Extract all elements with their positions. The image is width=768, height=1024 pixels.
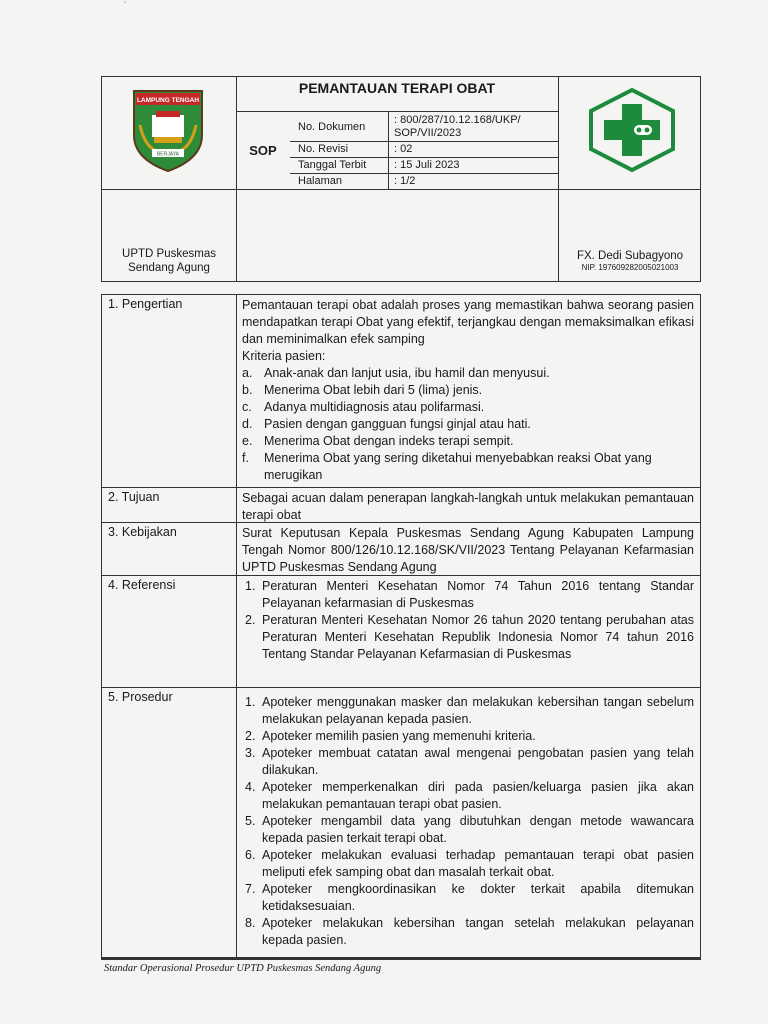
item-text: Apoteker melakukan evaluasi terhadap pemantauan terapi obat pasien meliputi efek samping obat dan masalah terkait obat. <box>262 848 694 879</box>
footer-divider <box>101 958 701 960</box>
section-label-kebijakan: 3. Kebijakan <box>108 525 177 539</box>
procedure-step <box>242 694 694 728</box>
section-body-referensi <box>242 578 694 663</box>
item-marker: b. <box>242 383 253 397</box>
item-marker: 6. <box>245 848 256 862</box>
meta-key: No. Revisi <box>298 143 349 155</box>
item-text: Apoteker memperkenalkan diri pada pasien/keluarga pasien jika akan melakukan pemantauan terapi obat pasien. <box>262 780 694 811</box>
criteria-item <box>242 365 694 382</box>
item-marker: 4. <box>245 780 256 794</box>
section-label-pengertian: 1. Pengertian <box>108 297 183 311</box>
section-label-tujuan: 2. Tujuan <box>108 490 160 504</box>
item-text: Apoteker melakukan kebersihan tangan setelah melakukan pelayanan kepada pasien. <box>262 916 694 947</box>
item-marker: f. <box>242 451 249 465</box>
item-marker: 7. <box>245 882 256 896</box>
item-text: Apoteker menggunakan masker dan melakukan kebersihan tangan sebelum melakukan pelayanan kepada pasien. <box>262 695 694 726</box>
meta-row-doc-number <box>290 111 558 141</box>
procedure-step <box>242 728 694 745</box>
meta-row-revision <box>290 141 558 157</box>
item-text: Apoteker mengambil data yang dibutuhkan dengan metode wawancara kepada pasien terkait terapi obat. <box>262 814 694 845</box>
item-marker: d. <box>242 417 253 431</box>
signer-block <box>558 250 702 272</box>
item-marker: e. <box>242 434 253 448</box>
org-line-2: Sendang Agung <box>128 262 210 274</box>
item-text: Apoteker mengkoordinasikan ke dokter terkait apabila ditemukan ketidaksesuaian. <box>262 882 694 913</box>
procedure-step <box>242 779 694 813</box>
item-marker: 2. <box>245 729 256 743</box>
item-text: Menerima Obat yang sering diketahui menyebabkan reaksi Obat yang merugikan <box>264 451 652 482</box>
meta-key: Tanggal Terbit <box>298 159 367 171</box>
sop-label: SOP <box>249 142 277 158</box>
meta-row-page <box>290 173 558 189</box>
reference-item <box>242 612 694 663</box>
item-marker: a. <box>242 366 253 380</box>
meta-value: : 1/2 <box>394 175 416 187</box>
emblem-text-top: LAMPUNG TENGAH <box>136 97 200 104</box>
section-body-prosedur <box>242 694 694 949</box>
section-body-tujuan: Sebagai acuan dalam penerapan langkah-langkah untuk melakukan pemantauan terapi obat <box>242 491 694 522</box>
procedure-step <box>242 881 694 915</box>
scan-mark: ' <box>124 0 126 11</box>
item-marker: 8. <box>245 916 256 930</box>
definition-text: Pemantauan terapi obat adalah proses yang memastikan bahwa seorang pasien mendapatkan terapi Obat yang efektif, terjangkau dengan memaksimalkan efikasi dan meminimalkan efek samping <box>242 298 694 346</box>
document-title: PEMANTAUAN TERAPI OBAT <box>298 80 496 96</box>
footer-note: Standar Operasional Prosedur UPTD Puskesmas Sendang Agung <box>104 963 382 974</box>
section-body-pengertian <box>242 297 694 484</box>
meta-key: No. Dokumen <box>298 121 366 133</box>
item-text: Menerima Obat lebih dari 5 (lima) jenis. <box>264 383 483 397</box>
meta-value: : 02 <box>394 143 413 155</box>
document-meta <box>290 111 558 189</box>
meta-row-issue-date <box>290 157 558 173</box>
item-text: Apoteker memilih pasien yang memenuhi kriteria. <box>262 729 536 743</box>
item-text: Adanya multidiagnosis atau polifarmasi. <box>264 400 485 414</box>
criteria-item <box>242 450 694 484</box>
item-text: Pasien dengan gangguan fungsi ginjal atau hati. <box>264 417 531 431</box>
puskesmas-logo <box>586 87 678 173</box>
procedure-step <box>242 813 694 847</box>
item-text: Apoteker membuat catatan awal mengenai pengobatan pasien yang telah dilakukan. <box>262 746 694 777</box>
procedure-step <box>242 745 694 779</box>
meta-key: Halaman <box>298 175 343 187</box>
procedure-step <box>242 847 694 881</box>
item-text: Anak-anak dan lanjut usia, ibu hamil dan menyusui. <box>264 366 550 380</box>
section-label-referensi: 4. Referensi <box>108 578 176 592</box>
criteria-title: Kriteria pasien: <box>242 349 326 363</box>
item-marker: 1. <box>245 695 256 709</box>
criteria-item <box>242 399 694 416</box>
signer-name: FX. Dedi Subagyono <box>576 250 684 262</box>
sop-header-table <box>101 76 701 282</box>
item-text: Peraturan Menteri Kesehatan Nomor 74 Tahun 2016 tentang Standar Pelayanan kefarmasian di Puskesmas <box>262 579 694 610</box>
criteria-item <box>242 382 694 399</box>
section-body-kebijakan: Surat Keputusan Kepala Puskesmas Sendang Agung Kabupaten Lampung Tengah Nomor 800/126/10.12.168/SK/VII/2023 Tentang Pelayanan Kefarmasian UPTD Puskesmas Sendang Agung <box>242 526 694 574</box>
org-line-1: UPTD Puskesmas <box>122 248 216 260</box>
item-marker: 5. <box>245 814 256 828</box>
district-emblem <box>128 85 208 173</box>
section-label-prosedur: 5. Prosedur <box>108 690 173 704</box>
sop-content-table <box>101 294 701 958</box>
item-marker: 3. <box>245 746 256 760</box>
item-marker: 1. <box>245 579 256 593</box>
signer-nip: NIP. 197609282005021003 <box>581 263 679 272</box>
meta-value: : 15 Juli 2023 <box>394 159 460 171</box>
criteria-item <box>242 433 694 450</box>
emblem-text-bottom: BERJAYA <box>156 151 180 158</box>
item-text: Peraturan Menteri Kesehatan Nomor 26 tahun 2020 tentang perubahan atas Peraturan Menteri Kesehatan Republik Indonesia Nomor 74 tahun 2016 Tentang Standar Pelayanan Kefarmasian di Puskesmas <box>262 613 694 661</box>
item-marker: c. <box>242 400 252 414</box>
item-marker: 2. <box>245 613 256 627</box>
criteria-item <box>242 416 694 433</box>
procedure-step <box>242 915 694 949</box>
meta-value: : 800/287/10.12.168/UKP/ SOP/VII/2023 <box>394 114 521 139</box>
organization-name <box>102 247 236 275</box>
item-text: Menerima Obat dengan indeks terapi sempit. <box>264 434 514 448</box>
reference-item <box>242 578 694 612</box>
